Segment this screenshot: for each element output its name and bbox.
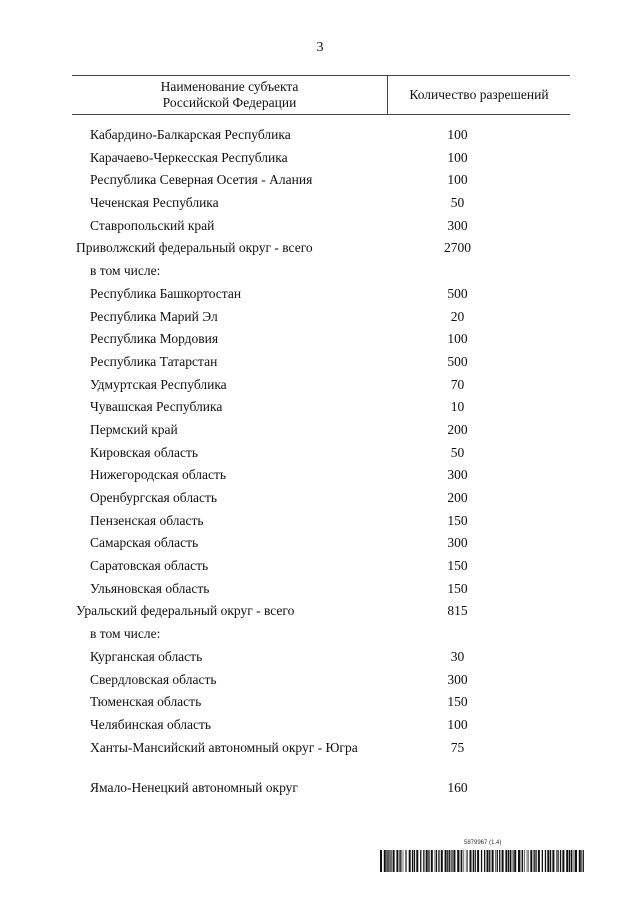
subject-name: Удмуртская Республика — [90, 376, 227, 392]
subject-name: Ханты-Мансийский автономный округ - Югра — [90, 739, 358, 755]
permit-count: 50 — [450, 444, 465, 460]
permit-count: 300 — [447, 535, 468, 551]
permit-count: 2700 — [444, 240, 471, 256]
permit-count: 100 — [447, 149, 468, 165]
table-row — [72, 693, 570, 716]
table-row — [72, 126, 570, 149]
table-row — [72, 421, 570, 444]
subject-name: Республика Мордовия — [90, 331, 219, 347]
subject-name: Тюменская область — [90, 694, 202, 710]
document-code: 5879967 (1.4) — [464, 840, 502, 846]
table-row — [72, 671, 570, 694]
table-row — [72, 648, 570, 671]
subject-name: Челябинская область — [90, 716, 212, 732]
permit-count: 200 — [447, 490, 468, 505]
table-row — [72, 779, 570, 802]
permit-count: 150 — [447, 580, 468, 596]
permit-count: 160 — [447, 779, 468, 795]
subject-name: Ставропольский край — [90, 217, 215, 233]
table-row — [72, 489, 570, 512]
subject-name: Самарская область — [90, 535, 199, 551]
table-row — [72, 262, 570, 285]
subject-name: Саратовская область — [90, 558, 209, 574]
table-row — [72, 512, 570, 535]
subject-name: Оренбургская область — [90, 490, 218, 505]
table-body — [72, 115, 570, 801]
permit-count: 150 — [447, 512, 468, 528]
table-row — [72, 285, 570, 308]
permit-count: 50 — [450, 195, 465, 211]
subject-name: Нижегородская область — [90, 467, 227, 483]
table-row — [72, 330, 570, 353]
permit-count: 75 — [450, 739, 465, 755]
header-subject-name — [72, 76, 388, 114]
subject-name: Чувашская Республика — [90, 399, 223, 415]
subject-name: Ульяновская область — [90, 580, 210, 596]
permit-count: 100 — [447, 172, 468, 188]
permit-count: 30 — [450, 648, 465, 664]
table-row — [72, 466, 570, 489]
subject-name: Пензенская область — [90, 512, 204, 528]
table-header — [72, 76, 570, 114]
table-row — [72, 308, 570, 331]
permit-count: 300 — [447, 671, 468, 687]
subject-name: Курганская область — [90, 648, 203, 664]
table-row — [72, 376, 570, 399]
table-row — [72, 353, 570, 376]
table-row — [72, 580, 570, 603]
permit-count: 150 — [447, 558, 468, 574]
subject-name: в том числе: — [90, 263, 161, 279]
table-row — [72, 602, 570, 625]
subject-name: Кировская область — [90, 444, 199, 460]
barcode-icon — [380, 850, 585, 872]
table-row — [72, 171, 570, 194]
permit-count: 10 — [450, 399, 465, 415]
table-row — [72, 217, 570, 240]
permit-count: 20 — [450, 308, 465, 324]
subject-name: Приволжский федеральный округ - всего — [76, 240, 313, 256]
permit-count: 815 — [447, 603, 468, 619]
permit-count: 100 — [447, 331, 468, 347]
subject-name: Ямало-Ненецкий автономный округ — [90, 779, 298, 795]
table-row — [72, 557, 570, 580]
subject-name: Кабардино-Балкарская Республика — [90, 127, 291, 142]
permit-count: 300 — [447, 467, 468, 483]
subject-name: в том числе: — [90, 626, 161, 642]
subject-name: Республика Башкортостан — [90, 285, 242, 301]
permits-table — [72, 75, 570, 801]
header-subject-line2: Российской Федерации — [162, 95, 297, 110]
subject-name: Республика Татарстан — [90, 353, 218, 369]
permit-count: 500 — [447, 353, 468, 369]
table-row — [72, 739, 570, 779]
permit-count: 100 — [447, 127, 468, 142]
subject-name: Республика Северная Осетия - Алания — [90, 172, 313, 188]
table-row — [72, 239, 570, 262]
subject-name: Уральский федеральный округ - всего — [76, 603, 295, 619]
table-row — [72, 716, 570, 739]
table-row — [72, 149, 570, 172]
subject-name: Свердловская область — [90, 671, 217, 687]
table-row — [72, 444, 570, 467]
permit-count: 100 — [447, 716, 468, 732]
permit-count: 300 — [447, 217, 468, 233]
page-number: 3 — [316, 40, 324, 55]
subject-name: Республика Марий Эл — [90, 308, 218, 324]
header-permit-count: Количество разрешений — [409, 87, 549, 102]
table-row — [72, 625, 570, 648]
table-row — [72, 398, 570, 421]
subject-name: Пермский край — [90, 421, 178, 437]
permit-count: 200 — [447, 421, 468, 437]
table-row — [72, 534, 570, 557]
subject-name: Карачаево-Черкесская Республика — [90, 149, 288, 165]
table-row — [72, 194, 570, 217]
permit-count: 150 — [447, 694, 468, 710]
header-subject-line1: Наименование субъекта — [160, 79, 299, 94]
permit-count: 70 — [450, 376, 465, 392]
subject-name: Чеченская Республика — [90, 195, 219, 211]
permit-count: 500 — [447, 285, 468, 301]
